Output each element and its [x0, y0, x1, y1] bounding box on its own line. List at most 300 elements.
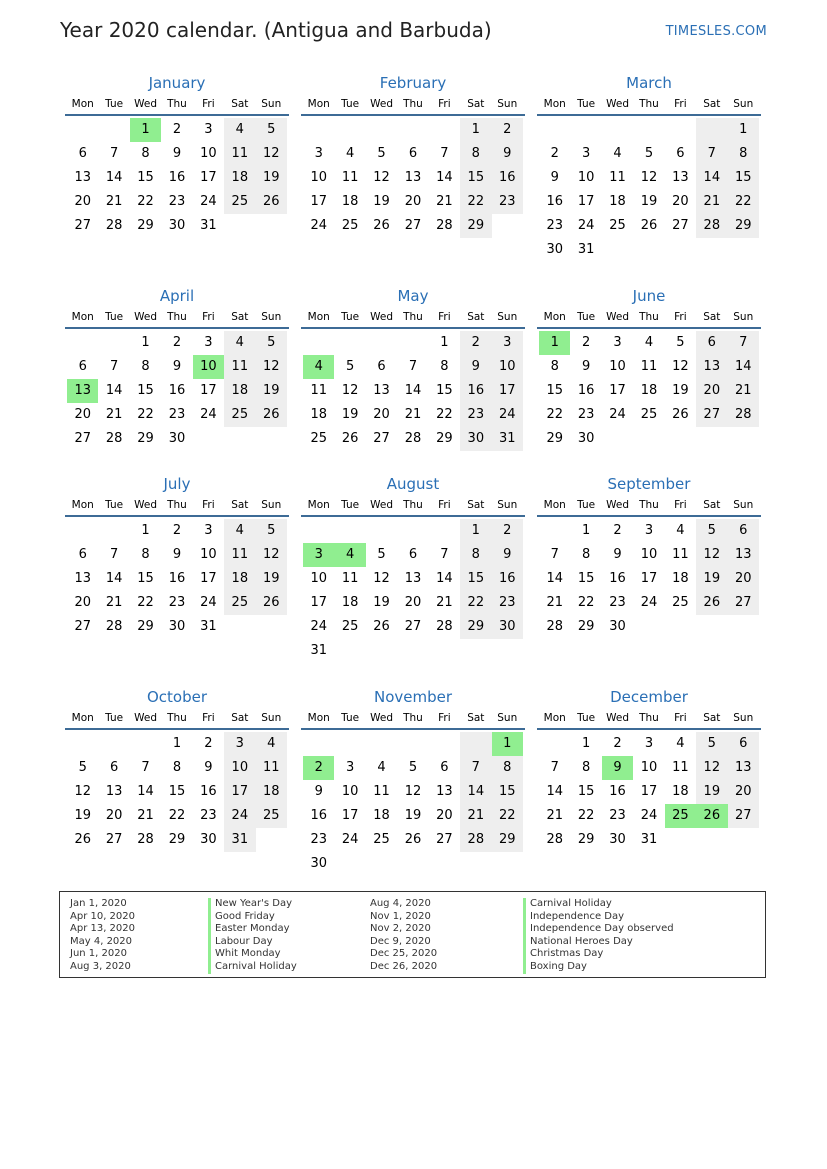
day-cell: 7: [440, 547, 449, 562]
day-cell: 19: [404, 808, 422, 823]
day-cell: 21: [105, 194, 123, 209]
day-cell: 20: [404, 595, 422, 610]
weekday-label: Sun: [733, 712, 754, 724]
day-cell: 8: [440, 359, 449, 374]
day-cell: 16: [609, 571, 626, 586]
day-cell: 4: [377, 760, 386, 775]
day-cell: 29: [168, 832, 186, 847]
day-cell: 27: [74, 218, 91, 233]
day-cell: 10: [609, 359, 626, 374]
legend-date: Nov 1, 2020: [370, 910, 431, 922]
day-cell: 22: [460, 190, 491, 214]
day-cell: 27: [672, 218, 689, 233]
day-cell: 28: [546, 832, 563, 847]
day-cell: 3: [492, 331, 523, 355]
day-cell: 29: [728, 214, 759, 238]
weekday-label: Mon: [543, 98, 566, 110]
day-cell: 20: [672, 194, 689, 209]
weekday-label: Sun: [261, 311, 282, 323]
day-cell: 10: [224, 756, 255, 780]
day-cell: 13: [105, 784, 123, 799]
empty-cell: [98, 331, 129, 355]
weekday-label: Sat: [703, 712, 721, 724]
legend-holiday-name: Independence Day observed: [523, 923, 674, 936]
day-cell: 21: [137, 808, 154, 823]
day-cell: 29: [137, 431, 154, 446]
empty-cell: [130, 732, 161, 756]
day-cell: 6: [440, 760, 449, 775]
day-cell: 1: [141, 335, 150, 350]
day-cell: 28: [436, 619, 453, 634]
day-cell: 24: [341, 832, 359, 847]
weekday-label: Sat: [467, 499, 485, 511]
day-cell: 15: [577, 784, 595, 799]
weekday-label: Wed: [606, 98, 629, 110]
day-cell: 3: [345, 760, 355, 775]
day-cell: 17: [224, 780, 255, 804]
day-grid: [303, 732, 523, 876]
day-cell: 23: [168, 407, 186, 422]
day-cell: 23: [492, 190, 523, 214]
empty-cell: [397, 331, 428, 355]
day-grid: [67, 519, 287, 639]
day-cell: 30: [168, 619, 186, 634]
day-cell: 15: [137, 571, 154, 586]
weekday-label: Tue: [341, 712, 360, 724]
day-cell: 21: [546, 808, 563, 823]
day-cell: 27: [404, 619, 422, 634]
day-cell: 17: [341, 808, 359, 823]
day-cell: 20: [404, 194, 422, 209]
day-cell: 26: [672, 407, 689, 422]
month-august: [303, 473, 523, 663]
day-cell: 15: [492, 780, 523, 804]
empty-cell: [67, 519, 98, 543]
day-cell: 16: [546, 194, 563, 209]
day-cell: 7: [109, 547, 119, 562]
day-cell: 16: [492, 166, 523, 190]
day-cell: 26: [640, 218, 658, 233]
day-cell: 12: [373, 571, 390, 586]
day-cell: 21: [728, 379, 759, 403]
day-cell: 15: [137, 383, 154, 398]
day-cell: 26: [373, 619, 390, 634]
weekday-label: Tue: [577, 712, 596, 724]
month-title: August: [386, 475, 440, 493]
empty-cell: [539, 118, 570, 142]
empty-cell: [98, 118, 129, 142]
month-november: [303, 686, 523, 876]
day-cell: 8: [172, 760, 182, 775]
month-title: April: [159, 287, 195, 305]
legend-holiday-name: Carnival Holiday: [208, 961, 297, 974]
day-cell: 12: [404, 784, 422, 799]
empty-cell: [334, 519, 365, 543]
day-cell: 11: [256, 756, 287, 780]
day-cell: 4: [644, 335, 654, 350]
day-cell: 17: [577, 194, 595, 209]
day-cell: 15: [460, 166, 491, 190]
month-title: June: [632, 287, 666, 305]
day-cell: 9: [460, 355, 491, 379]
weekday-label: Sat: [231, 311, 249, 323]
day-cell: 18: [341, 194, 359, 209]
day-cell: 15: [728, 166, 759, 190]
day-cell: 17: [200, 170, 217, 185]
day-cell: 23: [577, 407, 595, 422]
day-cell: 30: [200, 832, 217, 847]
day-cell: 13: [404, 571, 422, 586]
weekday-label: Wed: [134, 311, 157, 323]
weekday-header: [65, 307, 289, 329]
day-cell: 27: [404, 218, 422, 233]
day-cell: 6: [408, 146, 418, 161]
day-cell: 3: [644, 523, 654, 538]
day-cell: 24: [224, 804, 255, 828]
weekday-header: [301, 307, 525, 329]
day-cell: 26: [341, 431, 359, 446]
day-cell: 6: [78, 146, 87, 161]
weekday-header: [65, 94, 289, 116]
day-cell: 6: [696, 331, 727, 355]
day-cell: 5: [377, 146, 386, 161]
day-cell: 24: [640, 595, 658, 610]
weekday-label: Tue: [105, 712, 124, 724]
day-cell: 13: [404, 170, 422, 185]
day-cell: 10: [640, 760, 658, 775]
empty-cell: [397, 118, 428, 142]
day-cell: 19: [672, 383, 689, 398]
day-cell: 3: [644, 736, 654, 751]
day-cell: 20: [728, 567, 759, 591]
day-cell: 2: [172, 122, 182, 137]
day-cell: 8: [141, 146, 150, 161]
weekday-label: Sun: [261, 499, 282, 511]
holiday-cell: 13: [67, 379, 98, 403]
weekday-label: Thu: [403, 499, 423, 511]
weekday-label: Fri: [202, 499, 215, 511]
day-cell: 24: [609, 407, 626, 422]
day-cell: 3: [204, 335, 213, 350]
day-cell: 21: [436, 194, 453, 209]
day-cell: 25: [224, 403, 255, 427]
day-cell: 9: [492, 543, 523, 567]
day-cell: 17: [609, 383, 626, 398]
weekday-label: Tue: [577, 499, 596, 511]
month-june: [539, 285, 759, 451]
day-grid: [539, 519, 759, 639]
day-cell: 10: [310, 170, 327, 185]
day-cell: 14: [436, 170, 453, 185]
weekday-label: Wed: [370, 311, 393, 323]
day-cell: 3: [204, 122, 213, 137]
day-cell: 7: [408, 359, 418, 374]
day-cell: 19: [341, 407, 359, 422]
day-cell: 30: [168, 218, 186, 233]
legend-holiday-name: Labour Day: [208, 936, 297, 949]
day-cell: 3: [314, 146, 323, 161]
weekday-label: Sun: [497, 712, 518, 724]
month-title: September: [607, 475, 691, 493]
day-cell: 2: [172, 523, 182, 538]
day-cell: 16: [168, 170, 186, 185]
day-grid: [303, 519, 523, 663]
weekday-label: Sat: [467, 712, 485, 724]
day-cell: 19: [256, 379, 287, 403]
day-cell: 28: [105, 619, 123, 634]
day-cell: 14: [546, 784, 563, 799]
holiday-legend: [59, 891, 766, 978]
legend-holiday-name: Christmas Day: [523, 948, 674, 961]
day-cell: 27: [728, 591, 759, 615]
day-cell: 28: [105, 218, 123, 233]
day-cell: 2: [613, 523, 622, 538]
day-cell: 30: [460, 427, 491, 451]
empty-cell: [397, 519, 428, 543]
holiday-cell: 4: [303, 355, 334, 379]
weekday-label: Sat: [467, 98, 485, 110]
empty-cell: [366, 118, 397, 142]
day-cell: 12: [256, 543, 287, 567]
day-cell: 22: [546, 407, 563, 422]
day-cell: 1: [581, 523, 591, 538]
site-link[interactable]: TIMESLES.COM: [665, 24, 767, 39]
day-cell: 5: [345, 359, 355, 374]
day-cell: 22: [137, 595, 154, 610]
weekday-label: Tue: [577, 98, 596, 110]
day-cell: 19: [696, 567, 727, 591]
day-cell: 4: [676, 523, 685, 538]
legend-date: Jan 1, 2020: [70, 898, 127, 909]
legend-date: Apr 10, 2020: [70, 910, 136, 922]
day-cell: 12: [256, 355, 287, 379]
day-cell: 25: [256, 804, 287, 828]
weekday-label: Sun: [733, 98, 754, 110]
day-cell: 29: [577, 619, 595, 634]
empty-cell: [429, 732, 460, 756]
weekday-label: Sun: [497, 311, 518, 323]
day-cell: 14: [460, 780, 491, 804]
day-cell: 17: [492, 379, 523, 403]
month-title: May: [397, 287, 429, 305]
weekday-label: Fri: [438, 311, 451, 323]
day-cell: 6: [377, 359, 386, 374]
day-cell: 4: [256, 732, 287, 756]
day-cell: 11: [310, 383, 327, 398]
day-cell: 7: [109, 359, 119, 374]
day-cell: 13: [436, 784, 453, 799]
weekday-label: Mon: [543, 311, 566, 323]
day-cell: 15: [137, 170, 154, 185]
day-cell: 7: [728, 331, 759, 355]
day-cell: 14: [546, 571, 563, 586]
empty-cell: [303, 732, 334, 756]
day-cell: 11: [224, 142, 255, 166]
month-march: [539, 72, 759, 262]
month-title: March: [626, 74, 672, 92]
day-cell: 27: [74, 431, 91, 446]
weekday-label: Fri: [438, 712, 451, 724]
day-cell: 25: [373, 832, 390, 847]
day-cell: 12: [256, 142, 287, 166]
day-cell: 25: [609, 218, 626, 233]
day-cell: 25: [341, 218, 359, 233]
day-cell: 30: [609, 832, 626, 847]
empty-cell: [303, 519, 334, 543]
weekday-label: Tue: [105, 98, 124, 110]
weekday-label: Sun: [497, 98, 518, 110]
day-cell: 11: [640, 359, 658, 374]
day-cell: 20: [436, 808, 453, 823]
day-cell: 21: [460, 804, 491, 828]
weekday-label: Wed: [134, 712, 157, 724]
day-cell: 21: [546, 595, 563, 610]
day-cell: 22: [577, 808, 595, 823]
month-title: January: [148, 74, 206, 92]
day-cell: 9: [172, 547, 182, 562]
day-cell: 9: [613, 547, 622, 562]
empty-cell: [67, 331, 98, 355]
empty-cell: [539, 519, 570, 543]
day-cell: 20: [74, 194, 91, 209]
day-grid: [303, 331, 523, 451]
day-cell: 7: [141, 760, 150, 775]
day-cell: 16: [168, 571, 186, 586]
day-cell: 24: [200, 407, 217, 422]
legend-holiday-name: Good Friday: [208, 911, 297, 924]
day-cell: 9: [581, 359, 591, 374]
day-cell: 8: [141, 547, 150, 562]
day-cell: 25: [224, 190, 255, 214]
day-cell: 12: [74, 784, 91, 799]
day-cell: 25: [341, 619, 359, 634]
weekday-header: [65, 708, 289, 730]
weekday-header: [301, 94, 525, 116]
weekday-header: [537, 307, 761, 329]
empty-cell: [460, 732, 491, 756]
day-cell: 28: [137, 832, 154, 847]
legend-date: May 4, 2020: [70, 935, 133, 947]
day-cell: 9: [492, 142, 523, 166]
legend-date: Aug 4, 2020: [370, 898, 431, 909]
day-cell: 9: [314, 784, 323, 799]
day-cell: 2: [492, 118, 523, 142]
day-cell: 15: [577, 571, 595, 586]
empty-cell: [366, 331, 397, 355]
day-cell: 23: [460, 403, 491, 427]
day-cell: 28: [460, 828, 491, 852]
day-cell: 12: [373, 170, 390, 185]
month-october: [67, 686, 287, 852]
day-grid: [67, 118, 287, 238]
day-cell: 19: [640, 194, 658, 209]
day-cell: 23: [546, 218, 563, 233]
day-cell: 14: [137, 784, 154, 799]
holiday-cell: 4: [334, 543, 365, 567]
day-grid: [67, 331, 287, 451]
day-cell: 12: [696, 756, 727, 780]
day-cell: 8: [141, 359, 150, 374]
empty-cell: [334, 118, 365, 142]
weekday-label: Thu: [167, 311, 187, 323]
day-cell: 23: [310, 832, 327, 847]
weekday-label: Sat: [703, 311, 721, 323]
weekday-label: Sat: [231, 712, 249, 724]
day-cell: 13: [74, 571, 91, 586]
empty-cell: [429, 519, 460, 543]
weekday-label: Sun: [733, 311, 754, 323]
day-cell: 23: [200, 808, 217, 823]
empty-cell: [665, 118, 696, 142]
day-cell: 24: [577, 218, 595, 233]
day-cell: 9: [172, 359, 182, 374]
day-cell: 19: [373, 194, 390, 209]
day-cell: 13: [672, 170, 689, 185]
day-cell: 24: [640, 808, 658, 823]
weekday-label: Wed: [606, 311, 629, 323]
day-cell: 16: [492, 567, 523, 591]
weekday-label: Fri: [674, 311, 687, 323]
day-cell: 1: [581, 736, 591, 751]
day-cell: 28: [546, 619, 563, 634]
day-cell: 8: [728, 142, 759, 166]
empty-cell: [602, 118, 633, 142]
day-cell: 9: [204, 760, 213, 775]
weekday-label: Sat: [231, 499, 249, 511]
day-cell: 8: [460, 543, 491, 567]
day-cell: 23: [168, 194, 186, 209]
weekday-label: Wed: [134, 499, 157, 511]
day-cell: 13: [728, 543, 759, 567]
day-cell: 2: [204, 736, 213, 751]
day-cell: 5: [256, 331, 287, 355]
day-cell: 21: [404, 407, 422, 422]
day-cell: 17: [200, 383, 217, 398]
day-cell: 18: [672, 571, 689, 586]
weekday-header: [537, 495, 761, 517]
empty-cell: [98, 519, 129, 543]
day-cell: 30: [492, 615, 523, 639]
legend-date: Dec 26, 2020: [370, 960, 438, 972]
day-cell: 18: [373, 808, 390, 823]
weekday-header: [537, 94, 761, 116]
day-cell: 29: [436, 431, 453, 446]
day-cell: 1: [440, 335, 449, 350]
weekday-label: Mon: [543, 712, 566, 724]
day-cell: 24: [310, 218, 327, 233]
day-cell: 23: [168, 595, 186, 610]
day-cell: 29: [492, 828, 523, 852]
weekday-label: Fri: [438, 98, 451, 110]
holiday-cell: 25: [665, 804, 696, 828]
day-cell: 18: [224, 567, 255, 591]
legend-date: Dec 25, 2020: [370, 948, 438, 960]
legend-holiday-name: Carnival Holiday: [523, 898, 674, 911]
day-cell: 13: [696, 355, 727, 379]
day-cell: 21: [696, 190, 727, 214]
day-cell: 26: [256, 403, 287, 427]
day-cell: 31: [200, 218, 217, 233]
day-cell: 14: [696, 166, 727, 190]
month-title: February: [379, 74, 447, 92]
day-cell: 28: [105, 431, 123, 446]
day-cell: 4: [224, 118, 255, 142]
empty-cell: [696, 118, 727, 142]
weekday-label: Thu: [403, 311, 423, 323]
day-cell: 8: [460, 142, 491, 166]
month-december: [539, 686, 759, 852]
day-cell: 11: [373, 784, 390, 799]
